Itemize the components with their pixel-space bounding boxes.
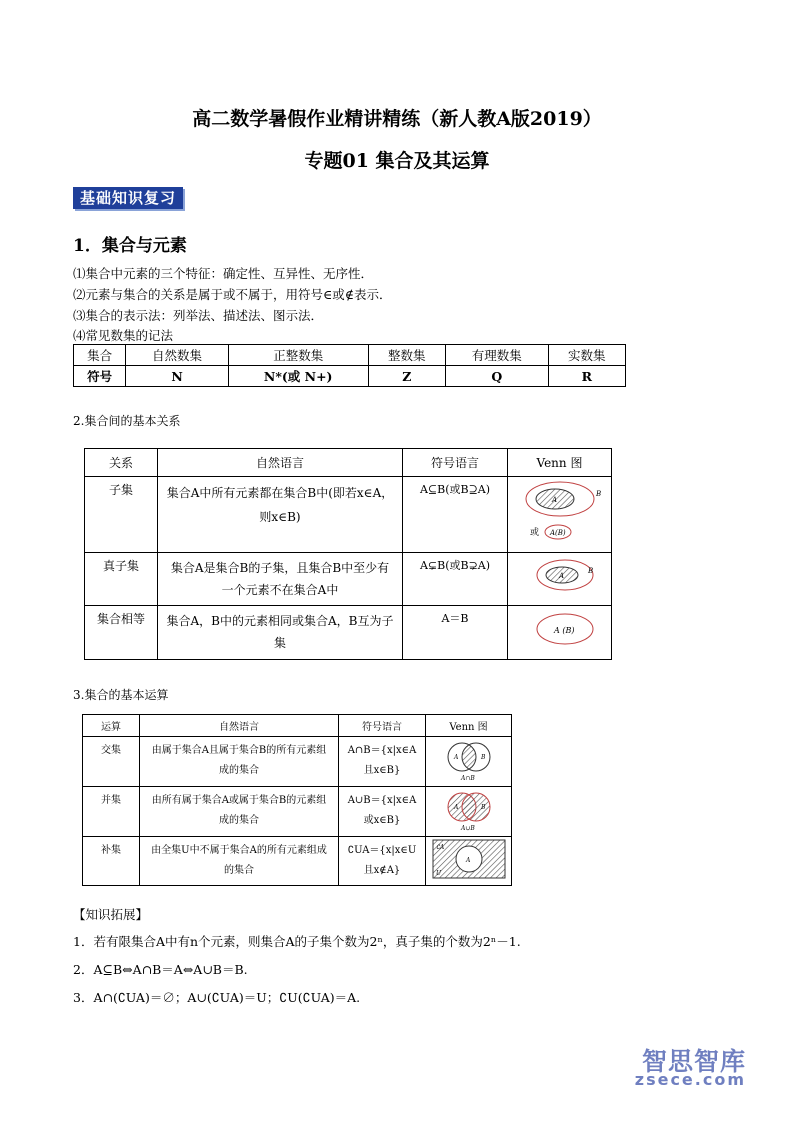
svg-text:A (B): A (B) xyxy=(553,626,574,635)
table-header: Venn 图 xyxy=(508,449,612,477)
table-cell: 自然数集 xyxy=(126,345,229,366)
venn-complement-diagram xyxy=(429,837,509,881)
table-header: 符号语言 xyxy=(339,715,426,737)
table-cell: R xyxy=(548,366,625,387)
table-cell: 集合A是集合B的子集，且集合B中至少有一个元素不在集合A中 xyxy=(158,553,403,606)
svg-text:B: B xyxy=(595,490,601,498)
table-cell: 由全集U中不属于集合A的所有元素组成的集合 xyxy=(140,837,339,886)
table-cell: 由属于集合A且属于集合B的所有元素组成的集合 xyxy=(140,737,339,787)
svg-text:U: U xyxy=(435,870,441,877)
section1-line: ⑷常见数集的记法 xyxy=(73,328,174,343)
table-cell: 集合A，B中的元素相同或集合A，B互为子集 xyxy=(158,606,403,660)
venn-subset-cell xyxy=(508,477,612,553)
venn-union-cell xyxy=(426,787,512,837)
venn-equal-cell xyxy=(508,606,612,660)
table-cell: N*(或 N+) xyxy=(228,366,368,387)
venn-intersection-cell xyxy=(426,737,512,787)
table-cell: 交集 xyxy=(83,737,140,787)
extension-item: 1．若有限集合A中有n个元素，则集合A的子集个数为2ⁿ，真子集的个数为2ⁿ－1. xyxy=(73,934,521,949)
table-cell: A＝B xyxy=(403,606,508,660)
svg-text:B: B xyxy=(480,754,485,761)
venn-complement-cell xyxy=(426,837,512,886)
table-cell: A∪B＝{x|x∈A或x∈B} xyxy=(339,787,426,837)
table-cell: A⊆B(或B⊇A) xyxy=(403,477,508,553)
table-header: Venn 图 xyxy=(426,715,512,737)
table-cell: Z xyxy=(368,366,445,387)
table-cell: N xyxy=(126,366,229,387)
section2-heading: 2.集合间的基本关系 xyxy=(73,414,181,428)
svg-text:A: A xyxy=(558,572,564,580)
table-cell: 真子集 xyxy=(85,553,158,606)
svg-text:A∪B: A∪B xyxy=(460,825,475,832)
venn-or-label: 或 xyxy=(529,528,539,538)
table-cell: 由所有属于集合A或属于集合B的元素组成的集合 xyxy=(140,787,339,837)
table-cell: ∁UA＝{x|x∈U且x∉A} xyxy=(339,837,426,886)
table-cell: 并集 xyxy=(83,787,140,837)
table-cell: 整数集 xyxy=(368,345,445,366)
table-cell: Q xyxy=(446,366,549,387)
table-header: 关系 xyxy=(85,449,158,477)
section1-heading: 1．集合与元素 xyxy=(73,236,187,256)
extension-item: 3．A∩(∁UA)＝∅；A∪(∁UA)＝U；∁U(∁UA)＝A. xyxy=(73,990,361,1005)
table-cell: 子集 xyxy=(85,477,158,553)
section-badge: 基础知识复习 xyxy=(73,187,183,209)
table-cell: 符号 xyxy=(74,366,126,387)
svg-text:A(B): A(B) xyxy=(549,529,566,537)
table-cell: 实数集 xyxy=(548,345,625,366)
table-cell: 集合 xyxy=(74,345,126,366)
venn-proper-subset-diagram xyxy=(510,553,610,597)
table-header: 符号语言 xyxy=(403,449,508,477)
table-cell: 集合A中所有元素都在集合B中(即若x∈A，则x∈B) xyxy=(158,477,403,553)
venn-union-diagram xyxy=(429,787,509,833)
extension-heading: 【知识拓展】 xyxy=(73,907,149,922)
watermark-logo: 智思智库 xyxy=(641,1047,746,1076)
svg-text:B: B xyxy=(480,804,485,811)
svg-text:A: A xyxy=(453,754,458,761)
extension-item: 2．A⊆B⇔A∩B＝A⇔A∪B＝B. xyxy=(73,962,248,977)
venn-intersection-diagram xyxy=(429,737,509,783)
svg-text:B: B xyxy=(587,567,593,575)
operations-table xyxy=(82,714,512,886)
section1-line: ⑵元素与集合的关系是属于或不属于，用符号∈或∉表示． xyxy=(73,287,392,302)
page-title: 高二数学暑假作业精讲精练（新人教A版2019） xyxy=(192,108,602,130)
venn-proper-subset-cell xyxy=(508,553,612,606)
section3-heading: 3.集合的基本运算 xyxy=(73,688,169,702)
table-cell: 补集 xyxy=(83,837,140,886)
table-cell: 正整数集 xyxy=(228,345,368,366)
relations-table xyxy=(84,448,612,660)
table-header: 运算 xyxy=(83,715,140,737)
table-cell: 有理数集 xyxy=(446,345,549,366)
section1-line: ⑶集合的表示法：列举法、描述法、图示法． xyxy=(73,308,324,323)
svg-text:A∩B: A∩B xyxy=(460,775,475,782)
table-cell: A∩B＝{x|x∈A且x∈B} xyxy=(339,737,426,787)
section1-line: ⑴集合中元素的三个特征：确定性、互异性、无序性． xyxy=(73,266,374,281)
svg-text:A: A xyxy=(453,804,458,811)
table-header: 自然语言 xyxy=(140,715,339,737)
page-subtitle: 专题01 集合及其运算 xyxy=(304,150,490,172)
svg-text:A: A xyxy=(551,496,557,504)
venn-subset-diagram xyxy=(510,477,610,549)
table-cell: 集合相等 xyxy=(85,606,158,660)
svg-text:∁A: ∁A xyxy=(435,844,444,851)
numset-table xyxy=(73,344,626,387)
table-cell: A⊊B(或B⊋A) xyxy=(403,553,508,606)
venn-equal-diagram xyxy=(510,606,610,652)
table-header: 自然语言 xyxy=(158,449,403,477)
watermark-url: zsece.com xyxy=(634,1070,746,1089)
svg-text:A: A xyxy=(465,857,470,864)
